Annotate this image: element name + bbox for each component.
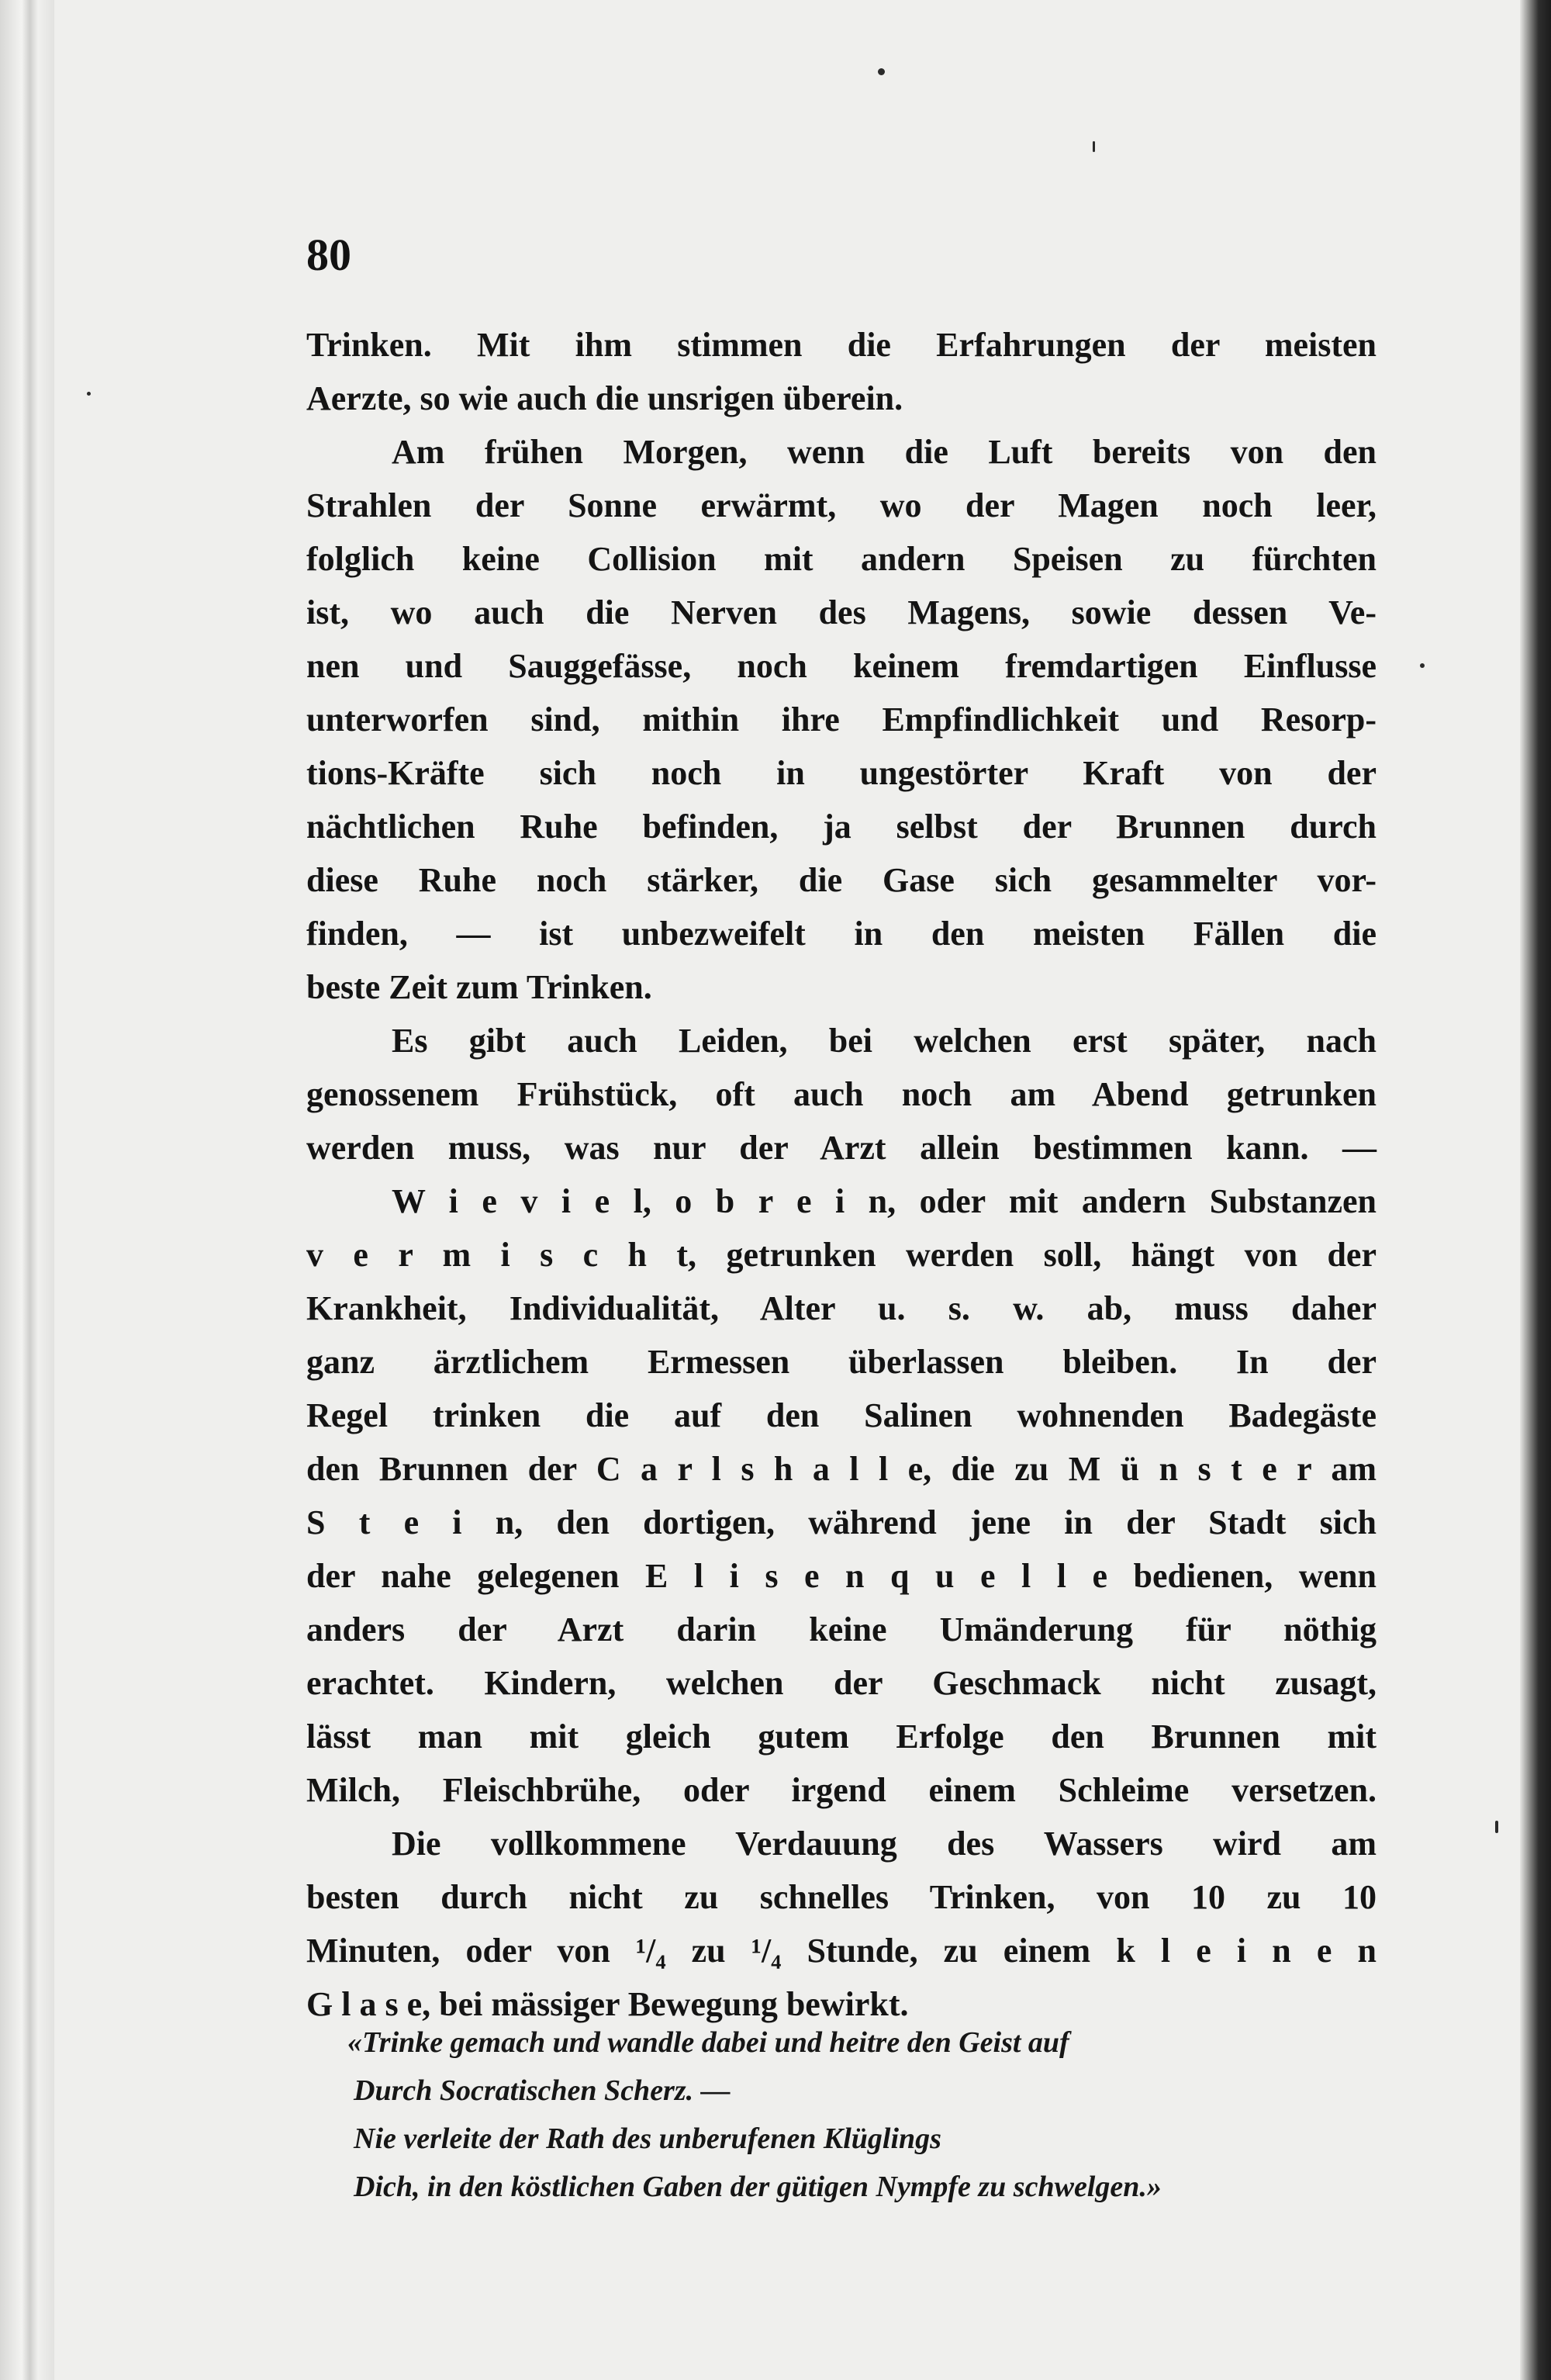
ink-speck	[1420, 663, 1425, 668]
ink-speck	[87, 392, 91, 396]
ink-speck	[1093, 141, 1095, 152]
ink-speck	[878, 68, 885, 75]
poem-line: Dich, in den köstlichen Gaben der gütigen Nympfe zu schwelgen.»	[354, 2171, 1162, 2203]
text-line: besten durch nicht zu schnelles Trinken, von 10 zu 10	[306, 1878, 1377, 1916]
page-edge-right	[1520, 0, 1551, 2380]
text-line: anders der Arzt darin keine Umänderung für nöthig	[306, 1610, 1377, 1648]
text-line: Milch, Fleischbrühe, oder irgend einem Schleime versetzen.	[306, 1771, 1377, 1809]
text-line: Aerzte, so wie auch die unsrigen überein.	[306, 379, 903, 417]
text-line: ganz ärztlichem Ermessen überlassen bleiben. In der	[306, 1343, 1377, 1381]
text-line: folglich keine Collision mit andern Speisen zu fürchten	[306, 540, 1377, 578]
text-line: lässt man mit gleich gutem Erfolge den Brunnen mit	[306, 1718, 1377, 1756]
text-line: G l a s e, bei mässiger Bewegung bewirkt.	[306, 1985, 909, 2023]
text-line: nächtlichen Ruhe befinden, ja selbst der Brunnen durch	[306, 808, 1377, 846]
page-gutter-left	[0, 0, 54, 2380]
ink-speck	[1495, 1821, 1498, 1833]
text-line: den Brunnen der C a r l s h a l l e, die zu M ü n s t e r am	[306, 1450, 1377, 1488]
poem-line: Nie verleite der Rath des unberufenen Klüglings	[354, 2122, 941, 2155]
text-line: ist, wo auch die Nerven des Magens, sowie dessen Ve-	[306, 593, 1377, 631]
text-line: tions-Kräfte sich noch in ungestörter Kraft von der	[306, 754, 1377, 792]
text-line: Am frühen Morgen, wenn die Luft bereits von den	[392, 433, 1377, 471]
text-line: unterworfen sind, mithin ihre Empfindlichkeit und Resorp-	[306, 701, 1377, 739]
text-line: beste Zeit zum Trinken.	[306, 968, 652, 1006]
poem-line: «Trinke gemach und wandle dabei und heitre den Geist auf	[347, 2026, 1069, 2059]
text-line: der nahe gelegenen E l i s e n q u e l l e bedienen, wenn	[306, 1557, 1377, 1595]
text-line: nen und Sauggefässe, noch keinem fremdartigen Einflusse	[306, 647, 1377, 685]
text-line: W i e v i e l, o b r e i n, oder mit andern Substanzen	[392, 1182, 1377, 1220]
text-line: genossenem Frühstück, oft auch noch am Abend getrunken	[306, 1075, 1377, 1113]
text-line: Regel trinken die auf den Salinen wohnenden Badegäste	[306, 1396, 1377, 1434]
text-line: finden, — ist unbezweifelt in den meisten Fällen die	[306, 915, 1377, 953]
text-line: Es gibt auch Leiden, bei welchen erst später, nach	[392, 1022, 1377, 1060]
text-line: Krankheit, Individualität, Alter u. s. w. ab, muss daher	[306, 1289, 1377, 1327]
text-line: diese Ruhe noch stärker, die Gase sich gesammelter vor-	[306, 861, 1377, 899]
text-line: v e r m i s c h t, getrunken werden soll, hängt von der	[306, 1236, 1377, 1274]
text-line: S t e i n, den dortigen, während jene in der Stadt sich	[306, 1503, 1377, 1541]
page-number: 80	[306, 230, 351, 280]
poem-line: Durch Socratischen Scherz. —	[354, 2074, 731, 2107]
text-line: Strahlen der Sonne erwärmt, wo der Magen noch leer,	[306, 486, 1377, 524]
text-line: Die vollkommene Verdauung des Wassers wird am	[392, 1825, 1377, 1863]
text-line: Minuten, oder von ¹/₄ zu ¹/₄ Stunde, zu einem k l e i n e n	[306, 1932, 1377, 1970]
poem-quote	[347, 2019, 1387, 2211]
text-line: werden muss, was nur der Arzt allein bestimmen kann. —	[306, 1129, 1377, 1167]
text-line: erachtet. Kindern, welchen der Geschmack nicht zusagt,	[306, 1664, 1377, 1702]
text-line: Trinken. Mit ihm stimmen die Erfahrungen der meisten	[306, 326, 1377, 364]
body-text	[306, 318, 1377, 2031]
